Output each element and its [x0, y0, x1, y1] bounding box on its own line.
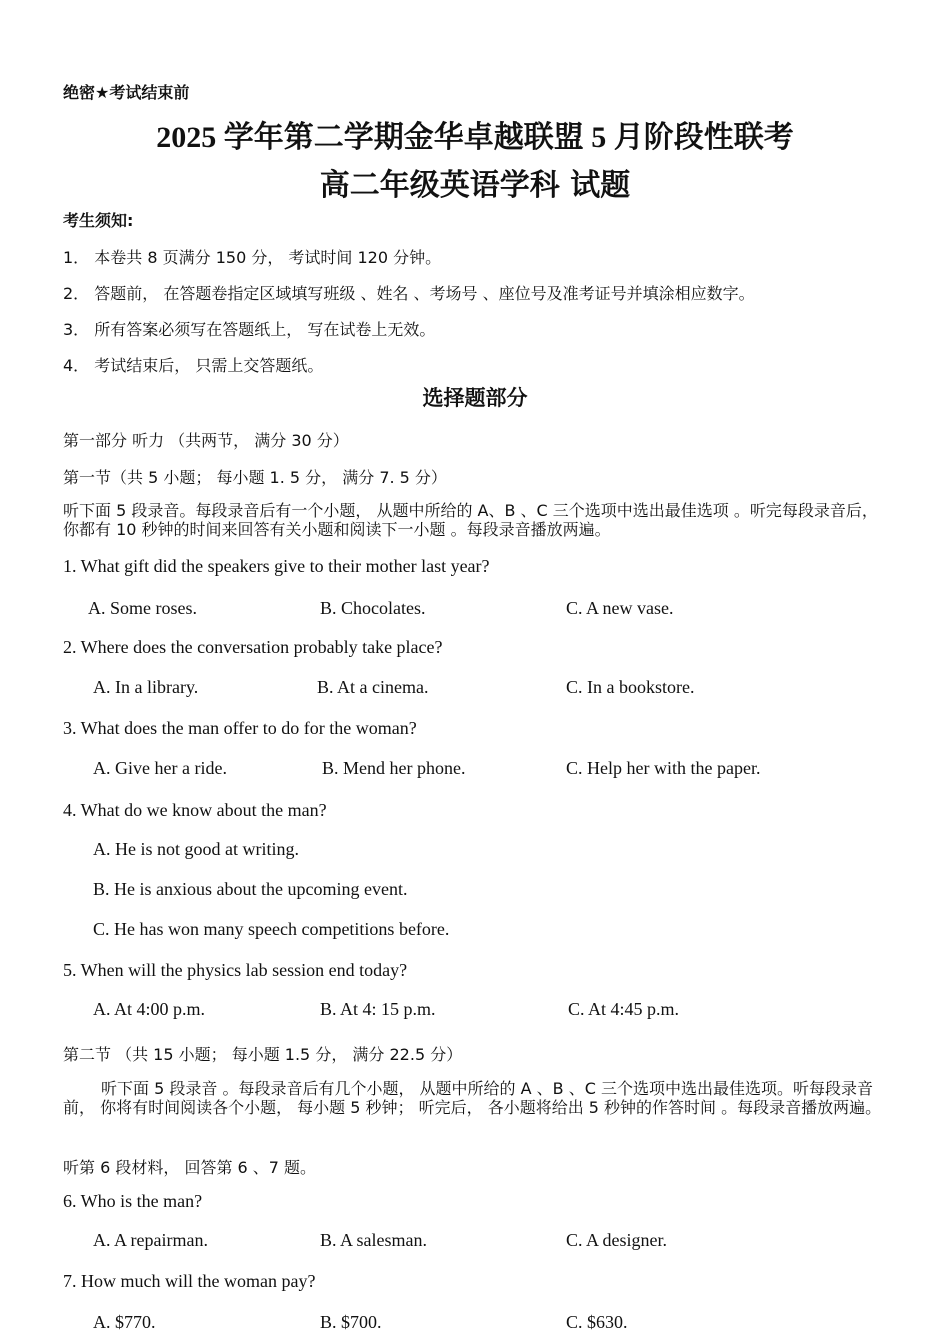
question-stem: 2. Where does the conversation probably take place? [63, 637, 443, 657]
question-stem: 1. What gift did the speakers give to their mother last year? [63, 556, 490, 576]
option-b: B. At 4: 15 p.m. [320, 999, 436, 1019]
option-a: A. Some roses. [88, 598, 197, 618]
option-a: A. In a library. [93, 677, 199, 697]
notice-item: 2． 答题前， 在答题卷指定区域填写班级 、姓名 、考场号 、座位号及准考证号并填涂相应数字。 [63, 284, 755, 303]
section2-instruction: 听下面 5 段录音 。每段录音后有几个小题， 从题中所给的 A 、B 、C 三个选项中选出最佳选项。听每段录音前， 你将有时间阅读各个小题， 每小题 5 秒钟； 听完后， 各小题将给出 5 秒钟的作答时间 。每段录音播放两遍。 [63, 1079, 882, 1117]
question-stem: 3. What does the man offer to do for the woman? [63, 718, 417, 738]
question-stem: 6. Who is the man? [63, 1191, 203, 1211]
option-b: B. $700. [320, 1312, 382, 1332]
part1-heading: 第一部分 听力 （共两节， 满分 30 分） [63, 431, 349, 450]
option-a: A. Give her a ride. [93, 758, 227, 778]
option-c: C. He has won many speech competitions before. [93, 919, 450, 939]
option-c: C. Help her with the paper. [566, 758, 761, 778]
option-c: C. At 4:45 p.m. [568, 999, 680, 1019]
option-c: C. A new vase. [566, 598, 674, 618]
option-b: B. At a cinema. [317, 677, 429, 697]
material-6-instruction: 听第 6 段材料， 回答第 6 、7 题。 [63, 1158, 317, 1177]
option-a: A. At 4:00 p.m. [93, 999, 206, 1019]
section1-instruction: 听下面 5 段录音。每段录音后有一个小题， 从题中所给的 A、B 、C 三个选项中选出最佳选项 。听完每段录音后， 你都有 10 秒钟的时间来回答有关小题和阅读下一小题 。每段录音播放两遍。 [63, 501, 878, 539]
option-b: B. Mend her phone. [322, 758, 466, 778]
exam-title-line1: 2025 学年第二学期金华卓越联盟 5 月阶段性联考 [156, 121, 794, 154]
option-a: A. $770. [93, 1312, 156, 1332]
question-stem: 4. What do we know about the man? [63, 800, 327, 820]
option-a: A. He is not good at writing. [93, 839, 299, 859]
option-b: B. He is anxious about the upcoming event. [93, 879, 408, 899]
notice-item: 4． 考试结束后， 只需上交答题纸。 [63, 356, 324, 375]
notice-heading: 考生须知: [63, 211, 134, 230]
option-c: C. In a bookstore. [566, 677, 695, 697]
exam-title-line2: 高二年级英语学科 试题 [319, 168, 631, 203]
confidential-mark: 绝密★考试结束前 [63, 83, 190, 102]
section2-heading: 第二节 （共 15 小题； 每小题 1.5 分， 满分 22.5 分） [63, 1045, 463, 1064]
question-stem: 7. How much will the woman pay? [63, 1271, 316, 1291]
section1-heading: 第一节（共 5 小题； 每小题 1. 5 分， 满分 7. 5 分） [63, 468, 447, 487]
option-c: C. A designer. [566, 1230, 668, 1250]
notice-item: 1． 本卷共 8 页满分 150 分， 考试时间 120 分钟。 [63, 248, 442, 267]
option-b: B. Chocolates. [320, 598, 426, 618]
notice-item: 3． 所有答案必须写在答题纸上， 写在试卷上无效。 [63, 320, 436, 339]
option-b: B. A salesman. [320, 1230, 427, 1250]
option-c: C. $630. [566, 1312, 628, 1332]
section-title: 选择题部分 [422, 386, 528, 410]
option-a: A. A repairman. [93, 1230, 208, 1250]
question-stem: 5. When will the physics lab session end today? [63, 960, 408, 980]
